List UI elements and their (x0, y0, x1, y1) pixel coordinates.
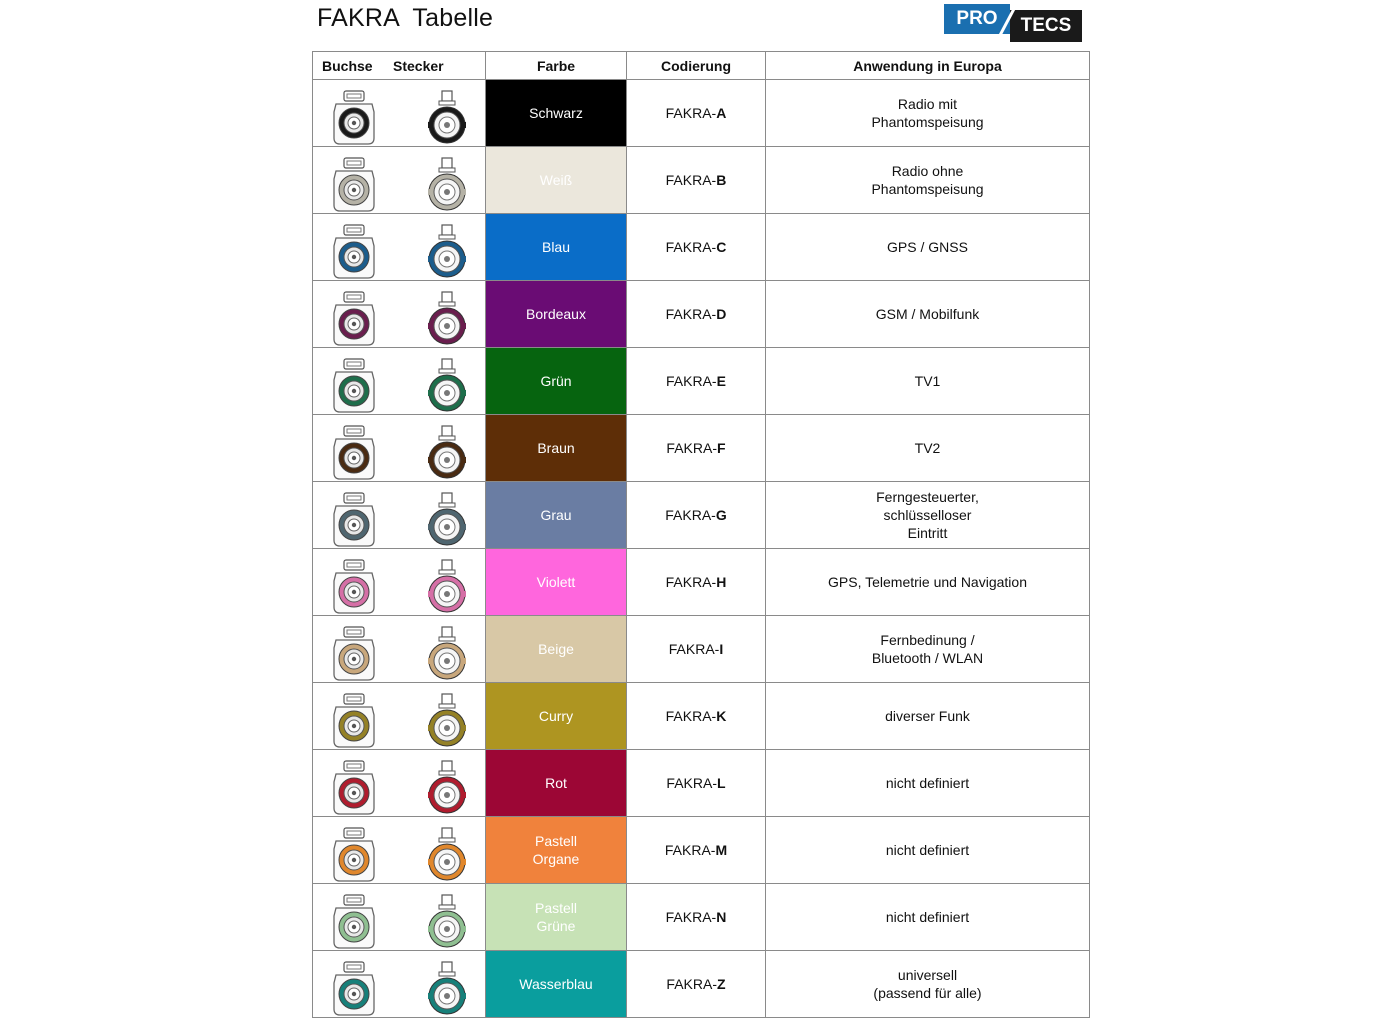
color-cell: Grün (486, 348, 627, 415)
connector-cell (313, 281, 486, 348)
fakra-table (312, 51, 1090, 1018)
code-cell (627, 951, 766, 1018)
connector-cell (313, 80, 486, 147)
color-cell: Pastell Organe (486, 817, 627, 884)
code-letter: H (716, 574, 727, 590)
table-row (313, 817, 1090, 884)
connector-cell (313, 415, 486, 482)
table-row (313, 951, 1090, 1018)
code-prefix: FAKRA- (665, 105, 717, 121)
anwendung-cell: Fernbedinung / Bluetooth / WLAN (766, 616, 1090, 683)
code-prefix: FAKRA- (665, 708, 717, 724)
anwendung-cell: Radio ohne Phantomspeisung (766, 147, 1090, 214)
table-row (313, 683, 1090, 750)
anwendung-cell: nicht definiert (766, 817, 1090, 884)
table-header-row (313, 52, 1090, 80)
table-row (313, 348, 1090, 415)
code-cell (627, 549, 766, 616)
color-cell: Blau (486, 214, 627, 281)
table-row (313, 549, 1090, 616)
connector-cell (313, 482, 486, 549)
color-cell: Bordeaux (486, 281, 627, 348)
anwendung-cell: GSM / Mobilfunk (766, 281, 1090, 348)
code-letter: E (716, 373, 726, 389)
color-cell: Beige (486, 616, 627, 683)
code-cell (627, 348, 766, 415)
connector-cell (313, 348, 486, 415)
code-letter: C (716, 239, 727, 255)
code-prefix: FAKRA- (666, 440, 717, 456)
code-letter: Z (717, 976, 726, 992)
connector-cell (313, 214, 486, 281)
table-row (313, 80, 1090, 147)
code-prefix: FAKRA- (665, 909, 717, 925)
table-row (313, 415, 1090, 482)
anwendung-cell: Ferngesteuerter, schlüsselloser Eintritt (766, 482, 1090, 549)
code-prefix: FAKRA- (665, 172, 717, 188)
header-stecker: Stecker (393, 58, 444, 74)
code-letter: I (719, 641, 724, 657)
code-prefix: FAKRA- (668, 641, 720, 657)
code-letter: M (715, 842, 728, 858)
table-row (313, 750, 1090, 817)
color-cell: Braun (486, 415, 627, 482)
table-row (313, 147, 1090, 214)
color-cell: Schwarz (486, 80, 627, 147)
code-letter: D (716, 306, 727, 322)
color-cell: Rot (486, 750, 627, 817)
code-prefix: FAKRA- (666, 775, 717, 791)
logo-pro: PRO (944, 4, 1010, 34)
code-prefix: FAKRA- (665, 306, 717, 322)
table-row (313, 281, 1090, 348)
color-cell: Violett (486, 549, 627, 616)
code-prefix: FAKRA- (666, 373, 717, 389)
color-cell: Pastell Grüne (486, 884, 627, 951)
code-cell (627, 683, 766, 750)
code-cell (627, 80, 766, 147)
anwendung-cell: TV1 (766, 348, 1090, 415)
anwendung-cell: nicht definiert (766, 884, 1090, 951)
code-cell (627, 147, 766, 214)
color-cell: Weiß (486, 147, 627, 214)
code-letter: A (716, 105, 727, 121)
code-letter: K (716, 708, 727, 724)
table-row (313, 884, 1090, 951)
header-farbe: Farbe (486, 52, 627, 80)
code-prefix: FAKRA- (666, 976, 717, 992)
connector-cell (313, 549, 486, 616)
connector-cell (313, 951, 486, 1018)
header-anwendung: Anwendung in Europa (766, 52, 1090, 80)
connector-cell (313, 147, 486, 214)
color-cell: Wasserblau (486, 951, 627, 1018)
code-cell (627, 482, 766, 549)
code-cell (627, 884, 766, 951)
anwendung-cell: Radio mit Phantomspeisung (766, 80, 1090, 147)
header-connectors (313, 52, 486, 80)
page-title: FAKRA Tabelle (317, 4, 494, 32)
color-cell: Grau (486, 482, 627, 549)
logo-tecs: TECS (1010, 10, 1082, 42)
anwendung-cell: diverser Funk (766, 683, 1090, 750)
table-row (313, 482, 1090, 549)
code-letter: F (717, 440, 726, 456)
anwendung-cell: nicht definiert (766, 750, 1090, 817)
anwendung-cell: universell (passend für alle) (766, 951, 1090, 1018)
table-row (313, 616, 1090, 683)
connector-cell (313, 683, 486, 750)
code-cell (627, 281, 766, 348)
code-prefix: FAKRA- (665, 239, 717, 255)
code-letter: G (715, 507, 727, 523)
anwendung-cell: GPS, Telemetrie und Navigation (766, 549, 1090, 616)
anwendung-cell: TV2 (766, 415, 1090, 482)
code-prefix: FAKRA- (665, 507, 716, 523)
header-codierung: Codierung (627, 52, 766, 80)
connector-cell (313, 884, 486, 951)
code-cell (627, 415, 766, 482)
code-cell (627, 817, 766, 884)
anwendung-cell: GPS / GNSS (766, 214, 1090, 281)
code-letter: L (717, 775, 726, 791)
code-prefix: FAKRA- (665, 574, 717, 590)
color-cell: Curry (486, 683, 627, 750)
code-letter: N (716, 909, 727, 925)
connector-cell (313, 616, 486, 683)
connector-cell (313, 750, 486, 817)
code-cell (627, 616, 766, 683)
code-cell (627, 750, 766, 817)
header-buchse: Buchse (322, 58, 373, 74)
code-prefix: FAKRA- (664, 842, 716, 858)
code-letter: B (716, 172, 727, 188)
connector-cell (313, 817, 486, 884)
code-cell (627, 214, 766, 281)
table-row (313, 214, 1090, 281)
protecs-logo (944, 4, 1082, 42)
